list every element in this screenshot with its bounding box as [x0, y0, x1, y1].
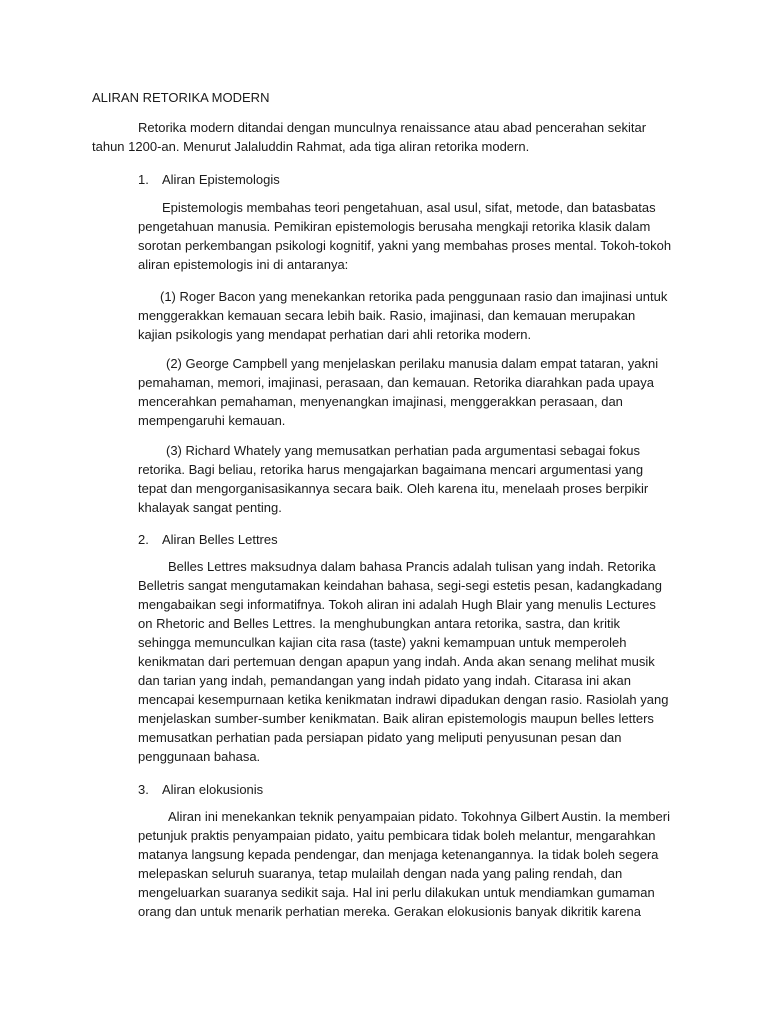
paragraph: (3) Richard Whately yang memusatkan perhatian pada argumentasi sebagai fokus retorika. Bagi beliau, retorika harus mengajarkan bagaimana mencari argumentasi yang tepat dan mengorganisasikannya secara baik. Oleh karena itu, menelaah proses berpikir khalayak sangat penting.: [138, 443, 649, 515]
intro-paragraph: Retorika modern ditandai dengan munculnya renaissance atau abad pencerahan sekitar tahun 1200-an. Menurut Jalaluddin Rahmat, ada tiga aliran retorika modern.: [92, 120, 647, 154]
section-heading-text: Aliran Epistemologis: [162, 172, 280, 187]
section-number: 3.: [138, 782, 149, 797]
paragraph: Aliran ini menekankan teknik penyampaian pidato. Tokohnya Gilbert Austin. Ia memberi petunjuk praktis penyampaian pidato, yaitu pembicara tidak boleh melantur, mengarahkan matanya langsung kepada pendengar, dan menjaga ketenangannya. Ia tidak boleh segera melepaskan seluruh suaranya, tetap mulailah dengan nada yang paling rendah, dan mengeluarkan suaranya sedikit saja. Hal ini perlu dilakukan untuk mendiamkan gumaman orang dan untuk menarik perhatian mereka. Gerakan elokusionis banyak dikritik karena: [138, 809, 670, 919]
section-heading-elokusionis: [138, 780, 263, 799]
section-number: 2.: [138, 532, 149, 547]
paragraph: (1) Roger Bacon yang menekankan retorika pada penggunaan rasio dan imajinasi untuk menggerakkan kemauan secara lebih baik. Rasio, imajinasi, dan kemauan merupakan kajian psikologis yang mendapat perhatian dari ahli retorika modern.: [138, 289, 668, 342]
section-heading-epistemologis: [138, 170, 280, 189]
section-number: 1.: [138, 172, 149, 187]
section-heading-belles-lettres: [138, 530, 278, 549]
section-heading-text: Aliran Belles Lettres: [162, 532, 278, 547]
paragraph: (2) George Campbell yang menjelaskan perilaku manusia dalam empat tataran, yakni pemahaman, memori, imajinasi, perasaan, dan kemauan. Retorika diarahkan pada upaya mencerahkan pemahaman, menyenangkan imajinasi, menggerakkan perasaan, dan mempengaruhi kemauan.: [138, 356, 659, 428]
section-heading-text: Aliran elokusionis: [162, 782, 264, 797]
document-title: ALIRAN RETORIKA MODERN: [92, 90, 270, 105]
paragraph: Belles Lettres maksudnya dalam bahasa Prancis adalah tulisan yang indah. Retorika Belletris sangat mengutamakan keindahan bahasa, segi-segi estetis pesan, kadangkadang mengabaikan segi informatifnya. Tokoh aliran ini adalah Hugh Blair yang menulis Lectures on Rhetoric and Belles Lettres. Ia menghubungkan antara retorika, sastra, dan kritik sehingga memunculkan kajian cita rasa (taste) yakni kemampuan untuk memperoleh kenikmatan dari pertemuan dengan apapun yang indah. Anda akan senang melihat musik dan tarian yang indah, pemandangan yang indah pidato yang indah. Citarasa ini akan mencapai kesempurnaan ketika kenikmatan indrawi dipadukan dengan rasio. Rasiolah yang menjelaskan sumber-sumber kenikmatan. Baik aliran epistemologis maupun belles letters memusatkan perhatian pada persiapan pidato yang meliputi penyusunan pesan dan penggunaan bahasa.: [138, 559, 669, 764]
paragraph: Epistemologis membahas teori pengetahuan, asal usul, sifat, metode, dan batasbatas pengetahuan manusia. Pemikiran epistemologis berusaha mengkaji retorika klasik dalam sorotan perkembangan psikologi kognitif, yakni yang membahas proses mental. Tokoh-tokoh aliran epistemologis ini di antaranya:: [138, 200, 672, 272]
